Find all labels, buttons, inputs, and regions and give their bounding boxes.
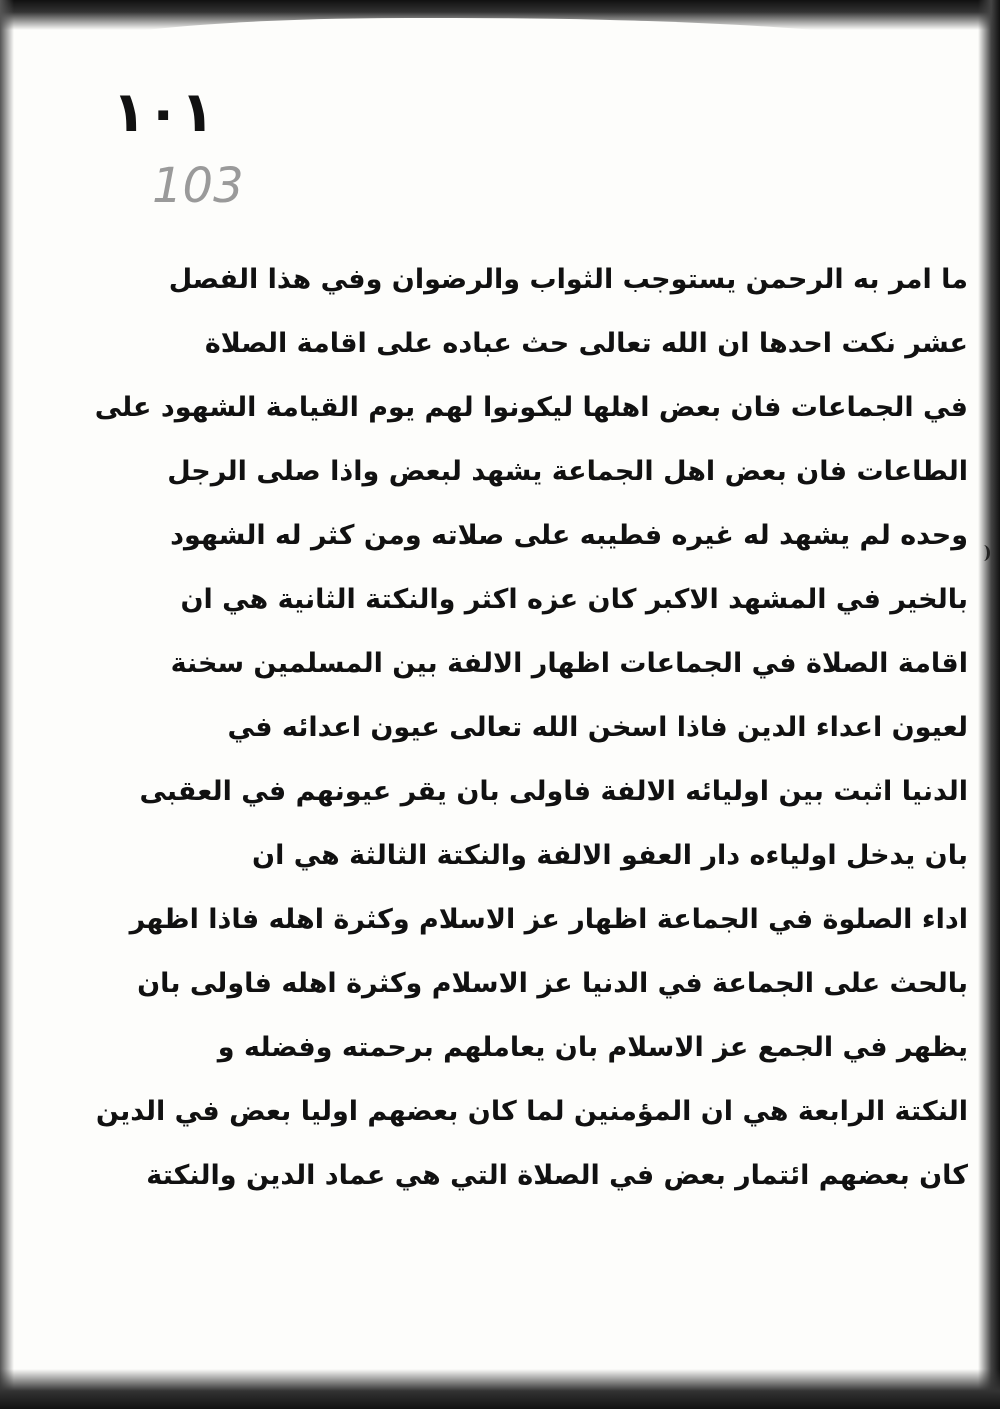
manuscript-line: في الجماعات فان بعض اهلها ليكونوا لهم يوم القيامة الشهود على [94,392,968,423]
manuscript-line: بان يدخل اولياءه دار العفو الالفة والنكتة الثالثة هي ان [252,840,968,871]
manuscript-text-block [94,248,968,1208]
scan-edge-right [978,0,1000,1409]
manuscript-line: ما امر به الرحمن يستوجب الثواب والرضوان وفي هذا الفصل [168,264,968,295]
manuscript-line: لعيون اعداء الدين فاذا اسخن الله تعالى عيون اعدائه في [227,712,968,743]
manuscript-line: عشر نكت احدها ان الله تعالى حث عباده على اقامة الصلاة [204,328,968,359]
manuscript-line: بالحث على الجماعة في الدنيا عز الاسلام وكثرة اهله فاولى بان [137,968,968,999]
manuscript-line: كان بعضهم ائتمار بعض في الصلاة التي هي عماد الدين والنكتة [146,1160,968,1191]
scan-edge-bottom [0,1369,1000,1409]
manuscript-line: النكتة الرابعة هي ان المؤمنين لما كان بعضهم اوليا بعض في الدين [95,1096,968,1127]
margin-ink-mark [977,545,990,561]
manuscript-line: وحده لم يشهد له غيره فطيبه على صلاته ومن كثر له الشهود [170,520,968,551]
manuscript-line: اداء الصلوة في الجماعة اظهار عز الاسلام وكثرة اهله فاذا اظهر [129,904,968,935]
scan-edge-left [0,0,14,1409]
manuscript-line: الطاعات فان بعض اهل الجماعة يشهد لبعض واذا صلى الرجل [167,456,968,487]
manuscript-line: الدنيا اثبت بين اوليائه الالفة فاولى بان يقر عيونهم في العقبى [139,776,968,807]
manuscript-line: اقامة الصلاة في الجماعات اظهار الالفة بين المسلمين سخنة [170,648,968,679]
folio-number-pencil: 103 [152,158,244,214]
folio-number-arabic: ١٠١ [112,80,215,145]
manuscript-line: بالخير في المشهد الاكبر كان عزه اكثر والنكتة الثانية هي ان [180,584,968,615]
manuscript-line: يظهر في الجمع عز الاسلام بان يعاملهم برحمته وفضله و [217,1032,968,1063]
